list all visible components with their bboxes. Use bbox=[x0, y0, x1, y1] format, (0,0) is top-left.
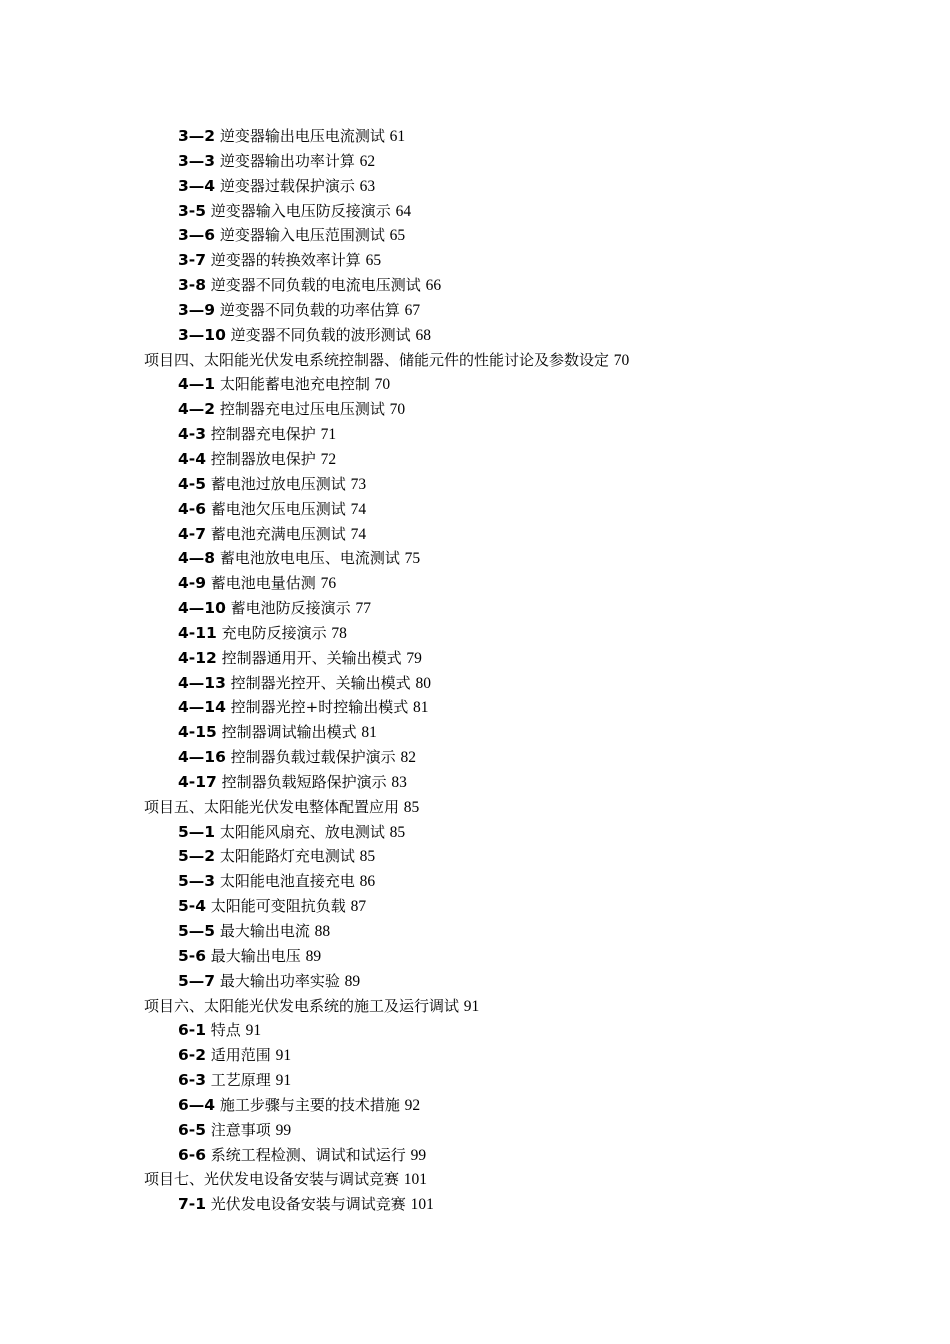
toc-section-entry[interactable] bbox=[0, 199, 950, 224]
toc-section-entry[interactable] bbox=[0, 770, 950, 795]
toc-section-entry[interactable] bbox=[0, 720, 950, 745]
toc-entry-title: 逆变器不同负载的功率估算 bbox=[219, 300, 400, 319]
toc-entry-number: 4-5 bbox=[178, 474, 207, 493]
toc-entry-title: 逆变器输入电压防反接演示 bbox=[210, 201, 391, 220]
toc-entry-number: 3—6 bbox=[178, 226, 216, 245]
toc-entry-page-number: 89 bbox=[305, 947, 322, 965]
toc-entry-page-number: 74 bbox=[350, 500, 367, 518]
toc-entry-page-number: 62 bbox=[359, 152, 376, 170]
toc-entry-number: 4—8 bbox=[178, 549, 216, 568]
toc-section-entry[interactable] bbox=[0, 1143, 950, 1168]
toc-entry-number: 3—10 bbox=[178, 325, 226, 344]
toc-entry-number: 3—4 bbox=[178, 176, 216, 195]
toc-entry-number: 5-6 bbox=[178, 946, 207, 965]
toc-entry-page-number: 101 bbox=[403, 1171, 428, 1189]
toc-section-entry[interactable] bbox=[0, 695, 950, 720]
toc-entry-title: 逆变器的转换效率计算 bbox=[210, 251, 361, 270]
toc-section-entry[interactable] bbox=[0, 397, 950, 422]
toc-entry-title: 太阳能电池直接充电 bbox=[219, 872, 355, 891]
toc-section-entry[interactable] bbox=[0, 1192, 950, 1217]
toc-section-entry[interactable] bbox=[0, 273, 950, 298]
toc-entry-title: 控制器光控开、关输出模式 bbox=[230, 673, 411, 692]
toc-entry-title: 太阳能可变阻抗负载 bbox=[210, 897, 346, 916]
toc-entry-number: 4—10 bbox=[178, 599, 226, 618]
toc-entry-page-number: 67 bbox=[404, 301, 421, 319]
toc-entry-page-number: 73 bbox=[350, 475, 367, 493]
toc-entry-number: 4-9 bbox=[178, 574, 207, 593]
toc-entry-title: 特点 bbox=[210, 1021, 241, 1040]
toc-entry-title: 蓄电池电量估测 bbox=[210, 574, 316, 593]
toc-section-entry[interactable] bbox=[0, 223, 950, 248]
toc-section-entry[interactable] bbox=[0, 596, 950, 621]
toc-entry-page-number: 86 bbox=[359, 873, 376, 891]
toc-section-entry[interactable] bbox=[0, 1043, 950, 1068]
toc-entry-page-number: 81 bbox=[413, 699, 429, 717]
toc-section-entry[interactable] bbox=[0, 646, 950, 671]
toc-entry-number: 4—2 bbox=[178, 400, 216, 419]
toc-entry-number: 3-8 bbox=[178, 276, 207, 295]
toc-entry-title: 注意事项 bbox=[210, 1120, 271, 1139]
toc-entry-title: 逆变器输入电压范围测试 bbox=[219, 226, 385, 245]
toc-entry-title: 逆变器不同负载的波形测试 bbox=[230, 325, 411, 344]
toc-section-entry[interactable] bbox=[0, 844, 950, 869]
toc-entry-number: 6-3 bbox=[178, 1071, 207, 1090]
toc-entry-number: 4—13 bbox=[178, 673, 226, 692]
toc-section-entry[interactable] bbox=[0, 1068, 950, 1093]
toc-section-entry[interactable] bbox=[0, 969, 950, 994]
toc-entry-title: 控制器放电保护 bbox=[210, 449, 316, 468]
toc-entry-number: 4-11 bbox=[178, 623, 217, 642]
toc-entry-page-number: 68 bbox=[415, 326, 431, 344]
toc-entry-page-number: 74 bbox=[350, 525, 367, 543]
toc-entry-number: 5—2 bbox=[178, 847, 216, 866]
toc-entry-page-number: 66 bbox=[425, 277, 442, 295]
toc-entry-number: 4-4 bbox=[178, 449, 207, 468]
toc-entry-title: 太阳能路灯充电测试 bbox=[219, 847, 355, 866]
toc-entry-number: 4-6 bbox=[178, 499, 207, 518]
toc-entry-number: 6—4 bbox=[178, 1095, 216, 1114]
toc-entry-page-number: 61 bbox=[389, 128, 406, 145]
toc-entry-page-number: 70 bbox=[613, 351, 630, 369]
toc-entry-title: 控制器调试输出模式 bbox=[221, 723, 357, 742]
toc-section-entry[interactable] bbox=[0, 372, 950, 397]
toc-entry-page-number: 64 bbox=[395, 202, 412, 220]
toc-entry-title: 适用范围 bbox=[210, 1046, 271, 1065]
toc-section-entry[interactable] bbox=[0, 894, 950, 919]
toc-section-entry[interactable] bbox=[0, 745, 950, 770]
toc-entry-title: 最大输出功率实验 bbox=[219, 971, 340, 990]
toc-entry-number: 5—1 bbox=[178, 822, 216, 841]
toc-section-entry[interactable] bbox=[0, 124, 950, 149]
toc-section-entry[interactable] bbox=[0, 1018, 950, 1043]
toc-entry-page-number: 99 bbox=[275, 1121, 292, 1139]
toc-entry-title: 项目五、太阳能光伏发电整体配置应用 bbox=[144, 797, 400, 816]
toc-section-entry[interactable] bbox=[0, 820, 950, 845]
toc-entry-number: 5—5 bbox=[178, 922, 216, 940]
toc-entry-number: 5—3 bbox=[178, 872, 216, 891]
toc-entry-page-number: 72 bbox=[320, 450, 337, 468]
toc-section-entry[interactable] bbox=[0, 174, 950, 199]
toc-section-entry[interactable] bbox=[0, 522, 950, 547]
toc-entry-page-number: 70 bbox=[374, 376, 391, 394]
toc-entry-title: 蓄电池充满电压测试 bbox=[210, 524, 346, 543]
toc-entry-title: 逆变器过载保护演示 bbox=[219, 176, 355, 195]
toc-entry-page-number: 91 bbox=[463, 997, 480, 1015]
toc-entry-title: 蓄电池放电电压、电流测试 bbox=[219, 549, 400, 568]
toc-entry-title: 项目四、太阳能光伏发电系统控制器、储能元件的性能讨论及参数设定 bbox=[144, 350, 610, 369]
toc-entry-number: 4-12 bbox=[178, 648, 217, 667]
toc-entry-page-number: 92 bbox=[404, 1096, 421, 1114]
table-of-contents bbox=[0, 124, 950, 1217]
toc-entry-page-number: 82 bbox=[400, 749, 416, 767]
toc-entry-page-number: 101 bbox=[410, 1196, 434, 1214]
toc-section-entry[interactable] bbox=[0, 298, 950, 323]
toc-entry-page-number: 65 bbox=[389, 227, 406, 245]
toc-entry-number: 4—14 bbox=[178, 698, 226, 717]
toc-entry-title: 施工步骤与主要的技术措施 bbox=[219, 1095, 400, 1114]
toc-entry-page-number: 80 bbox=[415, 674, 431, 692]
toc-entry-number: 5-4 bbox=[178, 897, 207, 916]
toc-section-entry[interactable] bbox=[0, 671, 950, 696]
toc-entry-page-number: 78 bbox=[331, 624, 347, 642]
toc-section-entry[interactable] bbox=[0, 447, 950, 472]
toc-chapter-entry[interactable] bbox=[0, 348, 950, 373]
toc-entry-page-number: 91 bbox=[275, 1072, 292, 1090]
toc-entry-number: 3—3 bbox=[178, 151, 216, 170]
toc-entry-number: 4—16 bbox=[178, 748, 226, 767]
toc-entry-number: 3-7 bbox=[178, 251, 207, 270]
toc-entry-title: 光伏发电设备安装与调试竞赛 bbox=[210, 1195, 406, 1214]
toc-entry-number: 4—1 bbox=[178, 375, 216, 394]
toc-entry-title: 控制器通用开、关输出模式 bbox=[221, 648, 402, 667]
toc-entry-number: 4-3 bbox=[178, 425, 207, 444]
toc-entry-page-number: 85 bbox=[359, 848, 376, 866]
toc-entry-title: 项目六、太阳能光伏发电系统的施工及运行调试 bbox=[144, 996, 460, 1015]
toc-section-entry[interactable] bbox=[0, 944, 950, 969]
toc-section-entry[interactable] bbox=[0, 422, 950, 447]
toc-entry-number: 6-5 bbox=[178, 1120, 207, 1139]
toc-section-entry[interactable] bbox=[0, 497, 950, 522]
toc-entry-title: 蓄电池防反接演示 bbox=[230, 599, 351, 618]
toc-entry-title: 逆变器输出电压电流测试 bbox=[219, 127, 385, 145]
toc-entry-page-number: 81 bbox=[361, 724, 377, 742]
toc-section-entry[interactable] bbox=[0, 472, 950, 497]
toc-entry-title: 蓄电池过放电压测试 bbox=[210, 474, 346, 493]
toc-section-entry[interactable] bbox=[0, 571, 950, 596]
toc-entry-page-number: 77 bbox=[355, 600, 371, 618]
toc-entry-page-number: 65 bbox=[365, 252, 382, 270]
toc-entry-page-number: 91 bbox=[245, 1022, 262, 1040]
toc-entry-page-number: 88 bbox=[314, 923, 331, 940]
toc-entry-page-number: 79 bbox=[406, 649, 422, 667]
toc-entry-page-number: 89 bbox=[344, 972, 361, 990]
toc-section-entry[interactable] bbox=[0, 248, 950, 273]
toc-chapter-entry[interactable] bbox=[0, 795, 950, 820]
toc-entry-page-number: 70 bbox=[389, 401, 406, 419]
toc-entry-title: 充电防反接演示 bbox=[221, 623, 327, 642]
toc-entry-number: 6-6 bbox=[178, 1145, 207, 1164]
toc-entry-title: 项目七、光伏发电设备安装与调试竞赛 bbox=[144, 1170, 400, 1189]
toc-entry-title: 控制器负载短路保护演示 bbox=[221, 772, 387, 791]
toc-entry-title: 逆变器不同负载的电流电压测试 bbox=[210, 276, 421, 295]
toc-entry-title: 逆变器输出功率计算 bbox=[219, 151, 355, 170]
toc-chapter-entry[interactable] bbox=[0, 994, 950, 1019]
toc-entry-page-number: 99 bbox=[410, 1146, 427, 1164]
toc-section-entry[interactable] bbox=[0, 1118, 950, 1143]
toc-section-entry[interactable] bbox=[0, 546, 950, 571]
toc-entry-title: 控制器光控+时控输出模式 bbox=[230, 698, 409, 717]
toc-entry-page-number: 75 bbox=[404, 550, 421, 568]
toc-entry-page-number: 85 bbox=[403, 798, 420, 816]
toc-section-entry[interactable] bbox=[0, 1093, 950, 1118]
toc-entry-title: 控制器充电过压电压测试 bbox=[219, 400, 385, 419]
toc-section-entry[interactable] bbox=[0, 919, 950, 944]
toc-section-entry[interactable] bbox=[0, 323, 950, 348]
toc-entry-number: 4-17 bbox=[178, 772, 217, 791]
toc-section-entry[interactable] bbox=[0, 869, 950, 894]
toc-entry-title: 最大输出电流 bbox=[219, 922, 310, 940]
toc-entry-page-number: 87 bbox=[350, 898, 367, 916]
toc-entry-number: 4-7 bbox=[178, 524, 207, 543]
toc-entry-page-number: 71 bbox=[320, 426, 337, 444]
toc-entry-page-number: 63 bbox=[359, 177, 376, 195]
toc-entry-title: 最大输出电压 bbox=[210, 946, 301, 965]
toc-entry-number: 6-1 bbox=[178, 1021, 207, 1040]
toc-chapter-entry[interactable] bbox=[0, 1167, 950, 1192]
toc-entry-title: 控制器负载过载保护演示 bbox=[230, 748, 396, 767]
toc-entry-number: 5—7 bbox=[178, 971, 216, 990]
toc-entry-page-number: 76 bbox=[320, 575, 337, 593]
toc-entry-number: 6-2 bbox=[178, 1046, 207, 1065]
toc-entry-page-number: 85 bbox=[389, 823, 406, 841]
toc-entry-page-number: 91 bbox=[275, 1047, 292, 1065]
toc-entry-number: 4-15 bbox=[178, 723, 217, 742]
toc-entry-title: 太阳能风扇充、放电测试 bbox=[219, 822, 385, 841]
toc-section-entry[interactable] bbox=[0, 621, 950, 646]
toc-entry-page-number: 83 bbox=[391, 773, 407, 791]
toc-entry-title: 系统工程检测、调试和试运行 bbox=[210, 1145, 406, 1164]
toc-entry-title: 工艺原理 bbox=[210, 1071, 271, 1090]
toc-entry-number: 3—9 bbox=[178, 300, 216, 319]
toc-entry-title: 控制器充电保护 bbox=[210, 425, 316, 444]
toc-entry-number: 3-5 bbox=[178, 201, 207, 220]
toc-entry-number: 7-1 bbox=[178, 1195, 207, 1214]
toc-section-entry[interactable] bbox=[0, 149, 950, 174]
toc-entry-title: 蓄电池欠压电压测试 bbox=[210, 499, 346, 518]
toc-entry-title: 太阳能蓄电池充电控制 bbox=[219, 375, 370, 394]
toc-entry-number: 3—2 bbox=[178, 127, 216, 145]
